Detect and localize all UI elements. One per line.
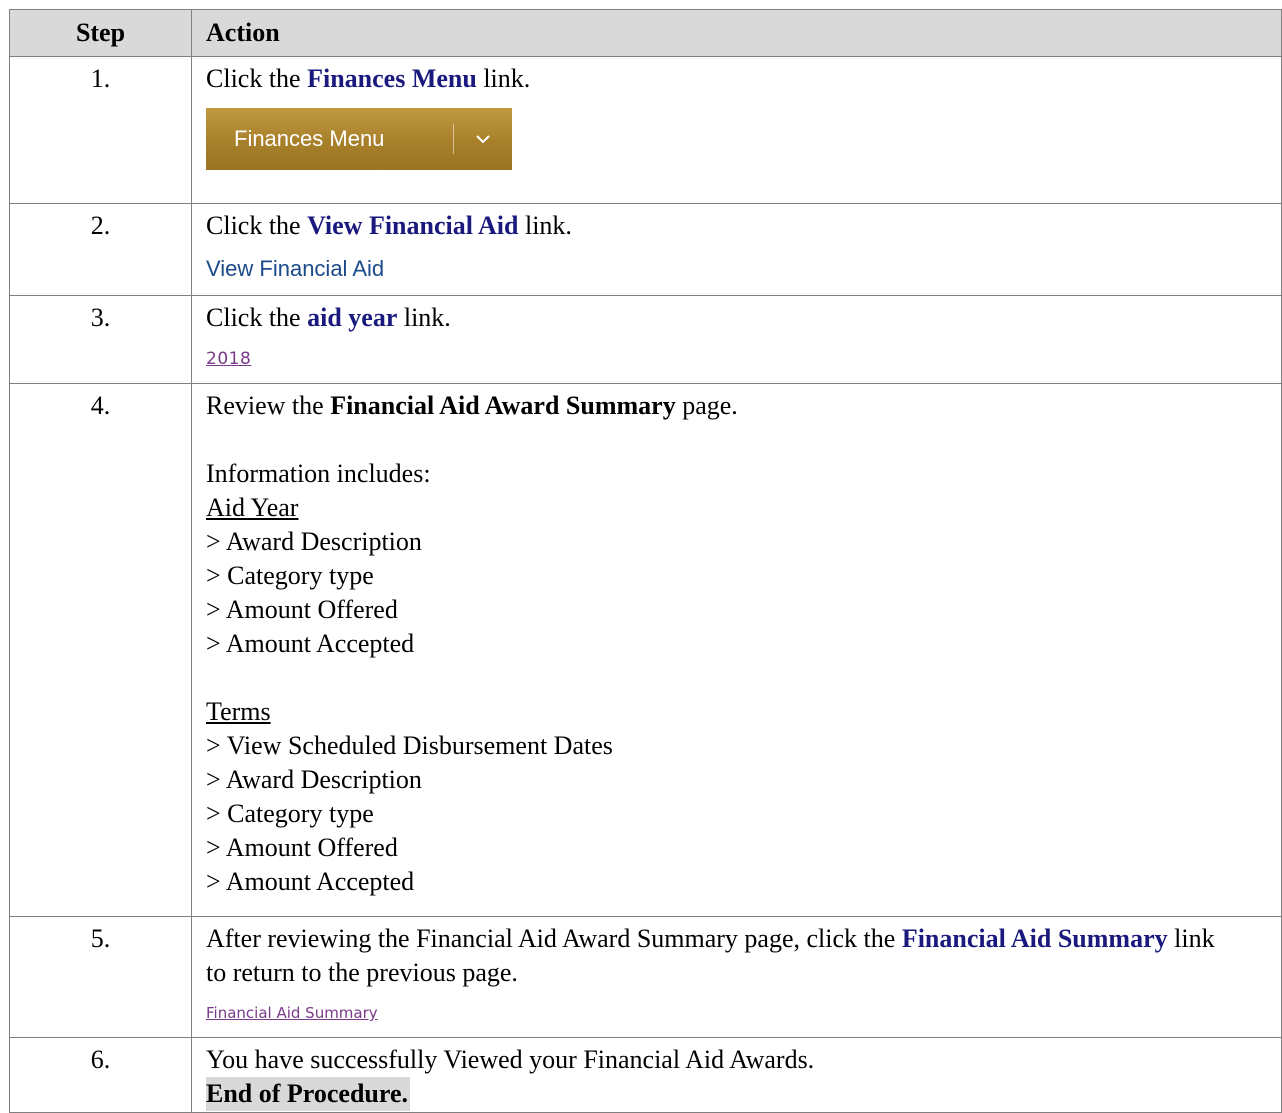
instruction-text: Review the Financial Aid Award Summary page.	[206, 391, 738, 420]
list-item: > Category type	[206, 799, 374, 828]
procedure-table	[9, 9, 1282, 1113]
step-number: 3.	[10, 296, 192, 384]
instruction-text: Click the Finances Menu link.	[206, 64, 531, 93]
aid-year-link[interactable]: 2018	[206, 349, 252, 369]
step-number: 4.	[10, 384, 192, 917]
list-item: > View Scheduled Disbursement Dates	[206, 731, 613, 760]
step-number: 2.	[10, 204, 192, 296]
header-row	[10, 10, 1282, 57]
list-item: > Amount Offered	[206, 595, 398, 624]
action-column-header: Action	[192, 10, 1282, 57]
step-column-header: Step	[10, 10, 192, 57]
step-number: 6.	[10, 1038, 192, 1113]
list-item: > Amount Offered	[206, 833, 398, 862]
keyword: aid year	[307, 303, 398, 332]
keyword: Finances Menu	[307, 64, 477, 93]
table-row	[10, 384, 1282, 917]
step-number: 1.	[10, 57, 192, 204]
instruction-text: After reviewing the Financial Aid Award Summary page, click the Financial Aid Summary link to return to the previous page.	[206, 924, 1215, 987]
list-item: > Category type	[206, 561, 374, 590]
table-row	[10, 917, 1282, 1038]
step-action	[192, 57, 1282, 204]
table-row	[10, 204, 1282, 296]
completion-text: You have successfully Viewed your Financial Aid Awards.	[206, 1045, 815, 1074]
step-number: 5.	[10, 917, 192, 1038]
keyword: View Financial Aid	[307, 211, 519, 240]
financial-aid-summary-link[interactable]: Financial Aid Summary	[206, 1004, 378, 1022]
list-item: > Award Description	[206, 527, 422, 556]
chevron-down-icon[interactable]	[454, 134, 512, 144]
step-action	[192, 296, 1282, 384]
step-action	[192, 204, 1282, 296]
info-intro: Information includes:	[206, 459, 431, 488]
finances-menu-button[interactable]	[206, 108, 512, 170]
terms-heading: Terms	[206, 697, 271, 726]
table-row	[10, 1038, 1282, 1113]
table-row	[10, 57, 1282, 204]
table-row	[10, 296, 1282, 384]
finances-menu-label: Finances Menu	[234, 126, 385, 151]
keyword: Financial Aid Summary	[901, 924, 1168, 953]
list-item: > Award Description	[206, 765, 422, 794]
list-item: > Amount Accepted	[206, 629, 415, 658]
end-of-procedure: End of Procedure.	[206, 1077, 410, 1111]
list-item: > Amount Accepted	[206, 867, 415, 896]
aid-year-heading: Aid Year	[206, 493, 299, 522]
view-financial-aid-link[interactable]: View Financial Aid	[206, 256, 385, 281]
instruction-text: Click the aid year link.	[206, 303, 451, 332]
step-action	[192, 384, 1282, 917]
instruction-text: Click the View Financial Aid link.	[206, 211, 572, 240]
step-action	[192, 1038, 1282, 1113]
step-action	[192, 917, 1282, 1038]
keyword: Financial Aid Award Summary	[330, 391, 676, 420]
